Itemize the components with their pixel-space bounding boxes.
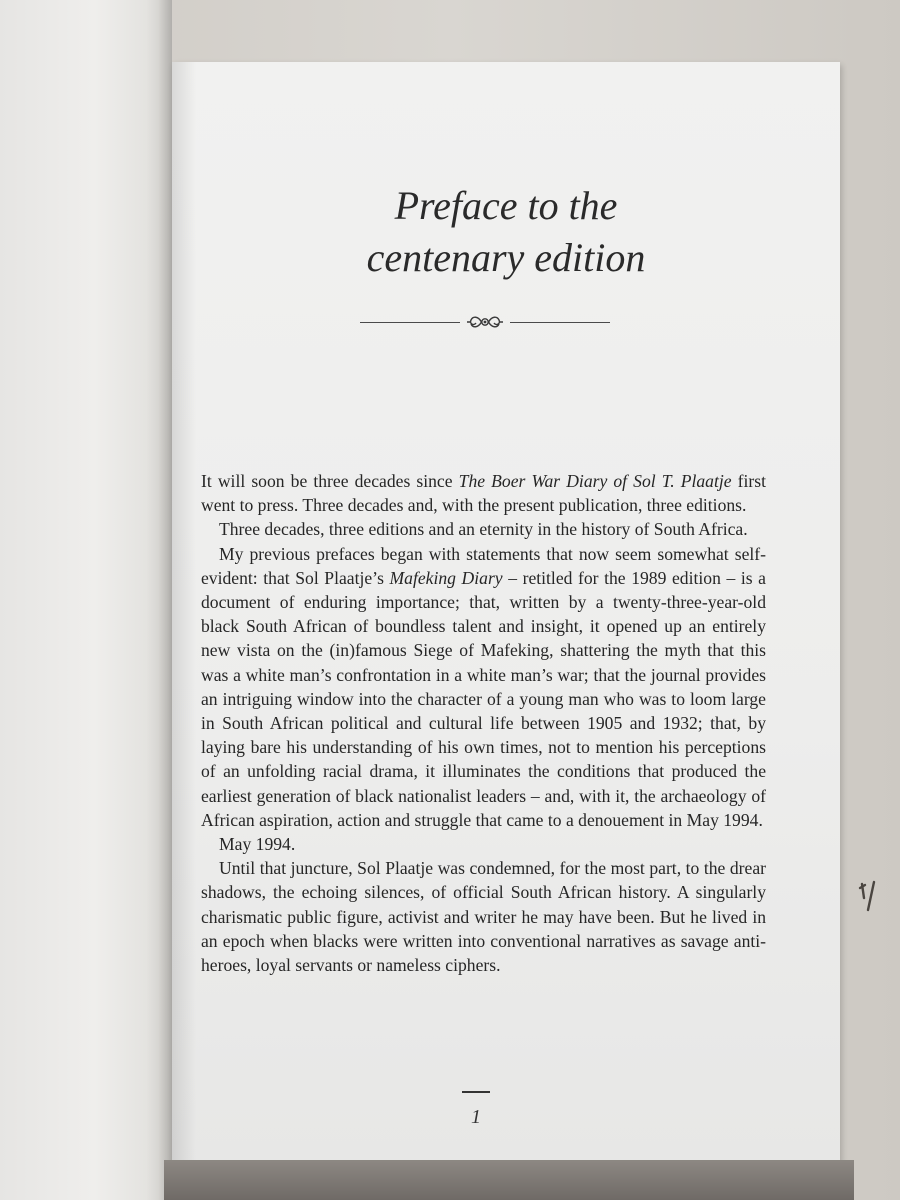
paragraph-text: My previous prefaces began with statements that now seem somewhat self-evident: that Sol Plaatje’s [201, 543, 766, 588]
fleuron-ornament-icon [466, 312, 504, 332]
page-number: 1 [471, 1106, 481, 1128]
pencil-mark-icon [848, 876, 888, 916]
paragraph-text: May 1994. [219, 834, 296, 855]
paragraph-text: Until that juncture, Sol Plaatje was condemned, for the most part, to the drear shadows, the echoing silences, of official South African history. A singularly charismatic public figure, activist and writer he may have been. But he lived in an epoch when blacks were written into conventional narratives as savage anti-heroes, loyal servants or nameless ciphers. [201, 858, 766, 976]
body-text [201, 469, 766, 977]
paragraph-text: Three decades, three editions and an eternity in the history of South Africa. [219, 519, 748, 540]
paragraph-text: first went to press. Three decades and, with the present publication, three editions. [201, 471, 766, 516]
paragraph [201, 517, 766, 541]
paragraph [201, 542, 766, 832]
folio-rule [462, 1091, 490, 1093]
left-page [0, 0, 172, 1200]
paragraph-text: It will soon be three decades since [201, 471, 459, 491]
paragraph-text: – retitled for the 1989 edition – is a document of enduring importance; that, written by a twenty-three-year-old black South African of boundless talent and insight, it opened up an entirely new vista on the (in)famous Siege of Mafeking, shattering the myth that this was a white man’s confrontation in a white man’s war; that the journal provides an intriguing window into the character of a young man who was to loom large in South African political and cultural life between 1905 and 1932; that, by laying bare his understanding of his own times, not to mention his perceptions of an unfolding racial drama, it illuminates the conditions that produced the earliest generation of black nationalist leaders – and, with it, the archaeology of African aspiration, action and struggle that came to a denouement in May 1994. [201, 567, 766, 830]
italic-title-text: The Boer War Diary of Sol T. Plaatje [458, 471, 732, 491]
chapter-title [172, 180, 840, 284]
ornament-rule-left [360, 322, 460, 323]
chapter-title-line-2: centenary edition [366, 235, 646, 280]
book-edge [164, 1160, 854, 1200]
title-ornament [360, 312, 610, 332]
italic-title-text: Mafeking Diary [389, 567, 503, 588]
paragraph [201, 856, 766, 977]
paragraph [201, 469, 766, 517]
paragraph [201, 832, 766, 856]
chapter-title-line-1: Preface to the [394, 183, 618, 228]
ornament-rule-right [510, 322, 610, 323]
book-page [172, 62, 840, 1162]
